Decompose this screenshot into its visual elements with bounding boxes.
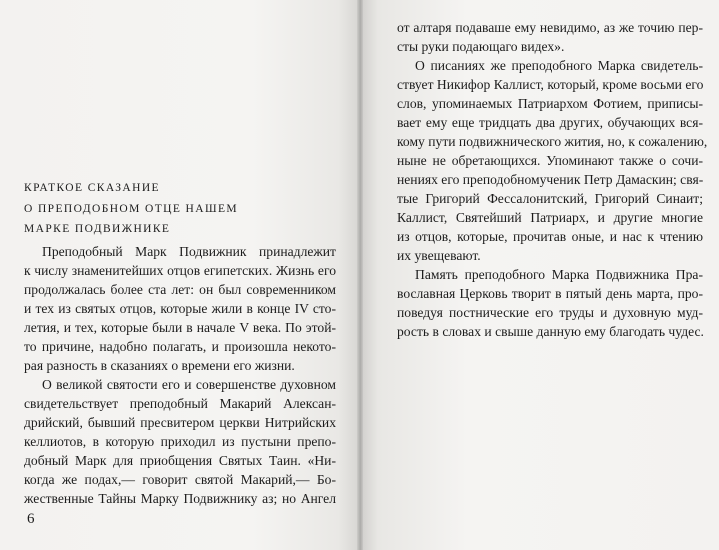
text-line: кому пути подвижнического жития, но, к сожалению, — [397, 134, 708, 149]
text-line: когда же подах,— говорит святой Макарий,— Бо- — [24, 472, 336, 487]
text-line: слов, упоминаемых Патриархом Фотием, приписы- — [397, 96, 703, 111]
text-line: О великой святости его и совершенстве духовном — [42, 377, 336, 392]
text-line: Преподобный Марк Подвижник принадлежит — [42, 244, 336, 259]
text-line: продолжалась более ста лет: он был современником — [24, 282, 336, 297]
text-line: Память преподобного Марка Подвижника Пра- — [415, 267, 703, 282]
page-number: 6 — [27, 511, 35, 527]
text-line: вославная Церковь творит в пятый день марта, про- — [397, 286, 703, 301]
text-line: к числу знаменитейших отцов египетских. Жизнь его — [24, 263, 336, 278]
chapter-heading — [24, 178, 324, 240]
text-line: сты руки подающаго видех». — [397, 39, 565, 54]
text-line: ныне не обретающихся. Упоминают также о сочи- — [397, 153, 703, 168]
text-line: дрийский, бывший пресвитером церкви Нитрийских — [24, 415, 336, 430]
right-page-body — [397, 18, 708, 341]
text-line: свидетельствует преподобный Макарий Алексан- — [24, 396, 336, 411]
text-line: тые Григорий Фессалонитский, Григорий Синаит; — [397, 191, 703, 206]
text-line: Каллист, Святейший Патриарх, и другие многие — [397, 210, 703, 225]
text-line: келлиотов, в которую приходил из пустыни препо- — [24, 434, 336, 449]
text-line: их увещевают. — [397, 248, 481, 263]
text-line: добный Марк для приобщения Святых Таин. «Ни- — [24, 453, 336, 468]
text-line: то причине, надобно полагать, и произошла некото- — [24, 339, 336, 354]
text-line: рая разность в сказаниях о времени его жизни. — [24, 358, 295, 373]
text-line: из отцов, которые, прочитав оные, и нас к чтению — [397, 229, 703, 244]
text-line: жественные Тайны Марку Подвижнику аз; но Ангел — [24, 491, 336, 506]
left-page-body — [24, 242, 336, 508]
heading-line: КРАТКОЕ СКАЗАНИЕ — [24, 182, 160, 194]
book-gutter — [357, 0, 363, 550]
text-line: нениях его преподобномученик Петр Дамаскин; свя- — [397, 172, 704, 187]
text-line: от алтаря подаваше ему невидимо, аз же точию пер- — [397, 20, 703, 35]
text-line: и тех из святых отцов, которые жили в конце IV сто- — [24, 301, 336, 316]
text-line: рость в словах и свыше данную ему благодать чудес. — [397, 324, 704, 339]
text-line: летия, и тех, которые были в начале V века. По этой- — [24, 320, 336, 335]
text-line: ствует Никифор Каллист, который, кроме восьми его — [397, 77, 704, 92]
heading-line: МАРКЕ ПОДВИЖНИКЕ — [24, 223, 171, 235]
text-line: вает ему еще тридцать два других, обучающих вся- — [397, 115, 703, 130]
heading-line: О ПРЕПОДОБНОМ ОТЦЕ НАШЕМ — [24, 202, 239, 215]
text-line: поведуя постнические его труды и духовную муд- — [397, 305, 703, 320]
text-line: О писаниях же преподобного Марка свидетель- — [415, 58, 703, 73]
